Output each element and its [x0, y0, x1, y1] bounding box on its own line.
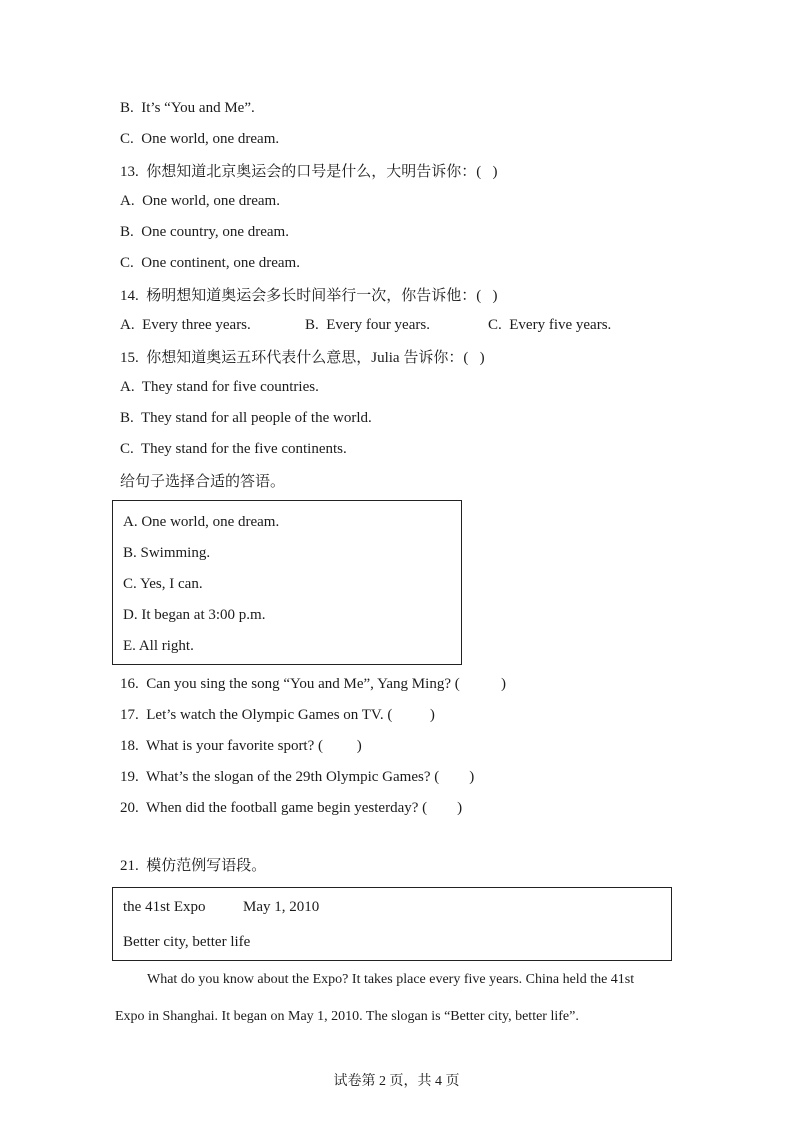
- answer-option-e: E. All right.: [123, 638, 194, 654]
- q16-item: 16. Can you sing the song “You and Me”, Yang Ming? ( ): [120, 676, 506, 692]
- q14-options-row: [120, 310, 700, 341]
- example-box-line2: Better city, better life: [123, 934, 251, 950]
- q13-option-a: A. One world, one dream.: [120, 193, 280, 209]
- answer-option-d: D. It began at 3:00 p.m.: [123, 607, 266, 623]
- q14-option-a: A. Every three years.: [120, 317, 251, 333]
- answer-option-b: B. Swimming.: [123, 545, 211, 561]
- page-content: [115, 93, 700, 1035]
- q20-item: 20. When did the football game begin yesterday? ( ): [120, 800, 463, 816]
- q14-stem: 14. 杨明想知道奥运会多长时间举行一次，你告诉他：( ): [120, 288, 498, 304]
- q13-stem: 13. 你想知道北京奥运会的口号是什么，大明告诉你：( ): [120, 164, 498, 180]
- q15-stem: 15. 你想知道奥运五环代表什么意思，Julia 告诉你：( ): [120, 350, 485, 366]
- answer-option-a: A. One world, one dream.: [123, 514, 280, 530]
- q14-option-b: B. Every four years.: [305, 317, 430, 333]
- example-box: [112, 887, 672, 961]
- q15-option-c: C. They stand for the five continents.: [120, 441, 347, 457]
- q17-item: 17. Let’s watch the Olympic Games on TV. ( ): [120, 707, 435, 723]
- example-paragraph: [115, 961, 680, 1035]
- q12-option-c: C. One world, one dream.: [120, 131, 280, 147]
- q15-option-b: B. They stand for all people of the world.: [120, 410, 372, 426]
- q13-option-c: C. One continent, one dream.: [120, 255, 300, 271]
- q18-item: 18. What is your favorite sport? ( ): [120, 738, 362, 754]
- q15-option-a: A. They stand for five countries.: [120, 379, 319, 395]
- answer-options-box: [112, 500, 462, 665]
- q19-item: 19. What’s the slogan of the 29th Olympic Games? ( ): [120, 769, 475, 785]
- q13-option-b: B. One country, one dream.: [120, 224, 289, 240]
- q14-option-c: C. Every five years.: [488, 317, 612, 333]
- example-box-line1: the 41st Expo May 1, 2010: [123, 899, 320, 915]
- paragraph-line1: What do you know about the Expo? It takes place every five years. China held the 41st: [147, 971, 635, 987]
- q12-option-b: B. It’s “You and Me”.: [120, 100, 255, 116]
- matching-instruction: 给句子选择合适的答语。: [120, 474, 286, 490]
- answer-option-c: C. Yes, I can.: [123, 576, 203, 592]
- paragraph-line2: Expo in Shanghai. It began on May 1, 2010. The slogan is “Better city, better life”.: [115, 1008, 579, 1024]
- page-footer: 试卷第 2 页，共 4 页: [333, 1074, 460, 1089]
- q21-stem: 21. 模仿范例写语段。: [120, 858, 267, 874]
